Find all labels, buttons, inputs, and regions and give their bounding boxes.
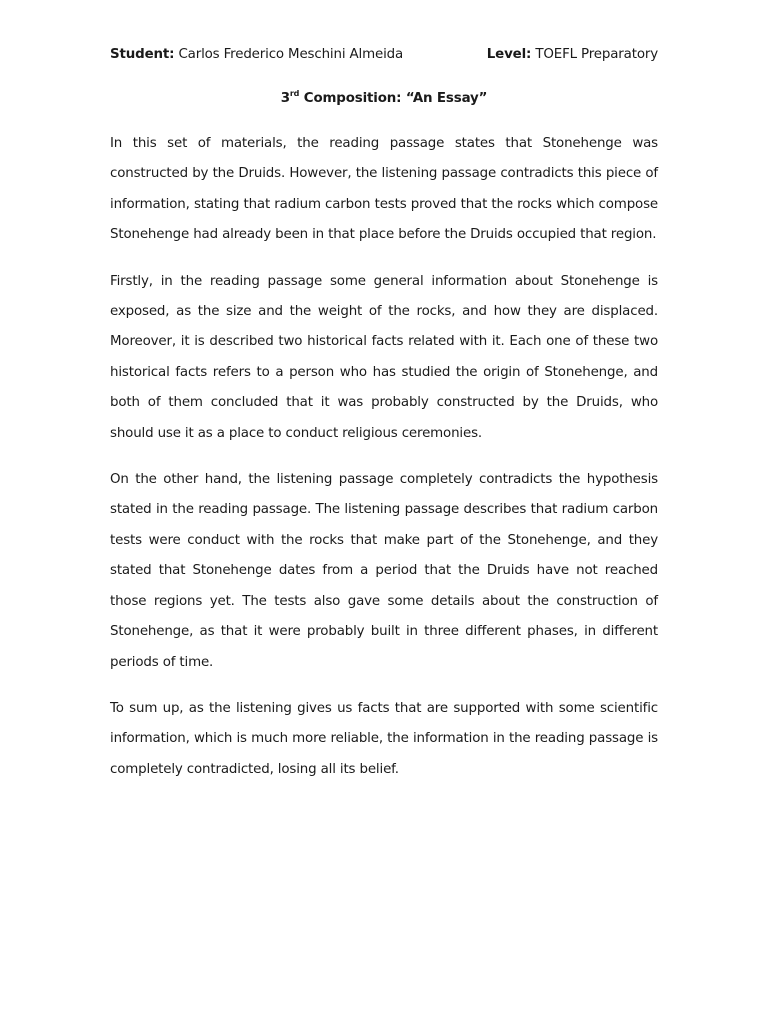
title-number: 3	[280, 91, 290, 106]
essay-paragraph-4: To sum up, as the listening gives us facts that are supported with some scientific information, which is much more reliable, the information in the reading passage is completely contradicted, losing all its belief.	[110, 700, 658, 777]
level-info	[487, 44, 658, 66]
essay-paragraph-3: On the other hand, the listening passage completely contradicts the hypothesis stated in the reading passage. The listening passage describes that radium carbon tests were conduct with the rocks that make part of the Stonehenge, and they stated that Stonehenge dates from a period that the Druids have not reached those regions yet. The tests also gave some details about the construction of Stonehenge, as that it were probably built in three different phases, in different periods of time.	[110, 472, 658, 670]
student-name: Carlos Frederico Meschini Almeida	[178, 47, 404, 62]
student-label: Student:	[110, 47, 175, 62]
student-info	[110, 44, 403, 66]
level-label: Level:	[486, 47, 532, 62]
document-header	[110, 44, 658, 66]
document-title	[110, 88, 658, 110]
title-superscript: rd	[289, 89, 300, 98]
essay-paragraph-1: In this set of materials, the reading passage states that Stonehenge was constructed by the Druids. However, the listening passage contradicts this piece of information, stating that radium carbon tests proved that the rocks which compose Stonehenge had already been in that place before the Druids occupied that region.	[110, 136, 658, 243]
essay-body	[110, 129, 658, 801]
level-value: TOEFL Preparatory	[535, 47, 658, 62]
title-text: Composition: “An Essay”	[303, 91, 488, 106]
essay-paragraph-2: Firstly, in the reading passage some general information about Stonehenge is exposed, as the size and the weight of the rocks, and how they are displaced. Moreover, it is described two historical facts related with it. Each one of these two historical facts refers to a person who has studied the origin of Stonehenge, and both of them concluded that it was probably constructed by the Druids, who should use it as a place to conduct religious ceremonies.	[110, 273, 658, 441]
